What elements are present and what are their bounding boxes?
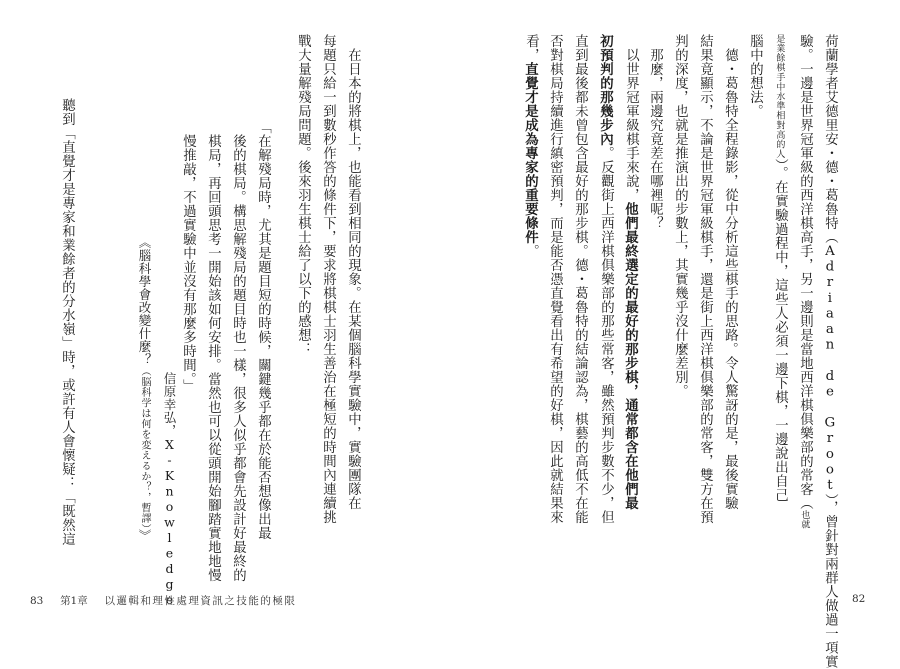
quote-line: 慢推敲，不過實驗中並沒有那麼多時間。」 (180, 134, 196, 394)
footer-left (30, 593, 296, 608)
right-col-13 (523, 34, 537, 258)
right-col-7 (673, 34, 686, 398)
quote-col-1 (256, 120, 269, 540)
text-line: 。反觀街上西洋棋俱樂部的那些常客，雖然預判步數不少，但 (598, 146, 614, 524)
inline-note: 也就 (799, 510, 810, 530)
right-col-8 (648, 34, 661, 230)
left-col-3 (296, 34, 309, 356)
bold-text: 初預判的那幾步內 (597, 34, 614, 146)
text-line: 聽到「直覺才是專家和業餘者的分水嶺」時，或許有人會懷疑：「既然這 (59, 84, 75, 546)
bold-text: 直覺才是成為專家的重要條件 (522, 62, 539, 244)
right-col-4 (748, 34, 761, 118)
text-line: 戰大量解殘局問題。後來羽生棋士給了以下的感想： (295, 34, 311, 356)
quote-col-4 (181, 134, 194, 393)
quote-line: 後的棋局。構思解殘局的題目時也一樣，很多人似乎都會先設計好最終的 (230, 134, 246, 582)
text-line: 驗。一邊是世界冠軍級的西洋棋高手，另一邊則是當地西洋棋俱樂部的常客（ (797, 34, 813, 510)
citation-text: 信原幸弘，X-Knowledge (162, 372, 177, 608)
right-col-12 (548, 34, 561, 524)
citation-note: （脳科学は何を変えるか？，暫譯） (139, 366, 150, 529)
footer-right (852, 593, 865, 605)
quote-line: 「在解殘局時，尤其是題目短的時候，關鍵幾乎都在於能否想像出最 (255, 120, 271, 540)
text-line: 否對棋局持續進行縝密預判，而是能否憑直覺看出有希望的好棋，因此就結果來 (547, 34, 563, 524)
text-line: 以世界冠軍級棋手來說， (623, 34, 639, 202)
right-col-5 (723, 34, 736, 510)
inline-note: 是業餘棋手中水準相對高的人 (774, 34, 785, 159)
chapter-label: 第1章 (60, 595, 88, 607)
text-line: ）。在實驗過程中，這些人必須一邊下棋，一邊說出自己 (772, 158, 788, 503)
text-line: 結果竟顯示，不論是世界冠軍級棋手，還是街上西洋棋俱樂部的常客，雙方在預 (697, 34, 713, 524)
bold-text: 他們最終選定的最好的那步棋，通常都含在他們最 (622, 202, 639, 510)
right-col-3 (773, 34, 786, 502)
text-line: 。 (523, 244, 539, 258)
quote-col-2 (231, 134, 244, 582)
right-col-1 (823, 34, 836, 669)
right-col-9 (623, 34, 637, 510)
right-col-2 (798, 34, 811, 529)
left-col-1 (346, 34, 359, 510)
quote-line: 棋局，再回頭思考一開始該如何安排。當然也可以從頭開始腳踏實地地慢 (205, 134, 221, 582)
text-line: 那麼，兩邊究竟差在哪裡呢？ (647, 34, 663, 230)
citation-author (160, 372, 178, 608)
left-col-2 (321, 34, 334, 524)
right-col-6 (698, 34, 711, 524)
right-col-10 (598, 34, 612, 524)
page-number-left: 83 (30, 595, 44, 607)
text-line: 德・葛魯特全程錄影，從中分析這些棋手的思路。令人驚訝的是，最後實驗 (722, 34, 738, 510)
quote-col-3 (206, 134, 219, 582)
right-col-11 (573, 34, 586, 524)
text-line: 腦中的想法。 (747, 34, 763, 118)
page-number-right: 82 (852, 593, 866, 605)
text-line: 荷蘭學者艾德里安・德・葛魯特（Adriaan de Groot），曾針對兩群人做過一項實 (822, 34, 838, 669)
chapter-title: 以邏輯和理性處理資訊之技能的極限 (104, 595, 297, 607)
text-line: 在日本的將棋上，也能看到相同的現象。在某個腦科學實驗中，實驗團隊在 (345, 34, 361, 510)
text-line: 判的深度，也就是推演出的步數上，其實幾乎沒什麼差別。 (672, 34, 688, 398)
citation-text: 》 (137, 529, 152, 542)
text-line: 看， (523, 34, 539, 62)
text-line: 直到最後都未曾包含最好的那步棋。德・葛魯特的結論認為，棋藝的高低不在能 (572, 34, 588, 524)
citation-title (135, 236, 153, 542)
citation-text: 《腦科學會改變什麼？ (137, 236, 152, 366)
left-col-last (60, 84, 73, 546)
text-line: 每題只給一到數秒作答的條件下，要求將棋棋士羽生善治在極短的時間內連續挑 (320, 34, 336, 524)
